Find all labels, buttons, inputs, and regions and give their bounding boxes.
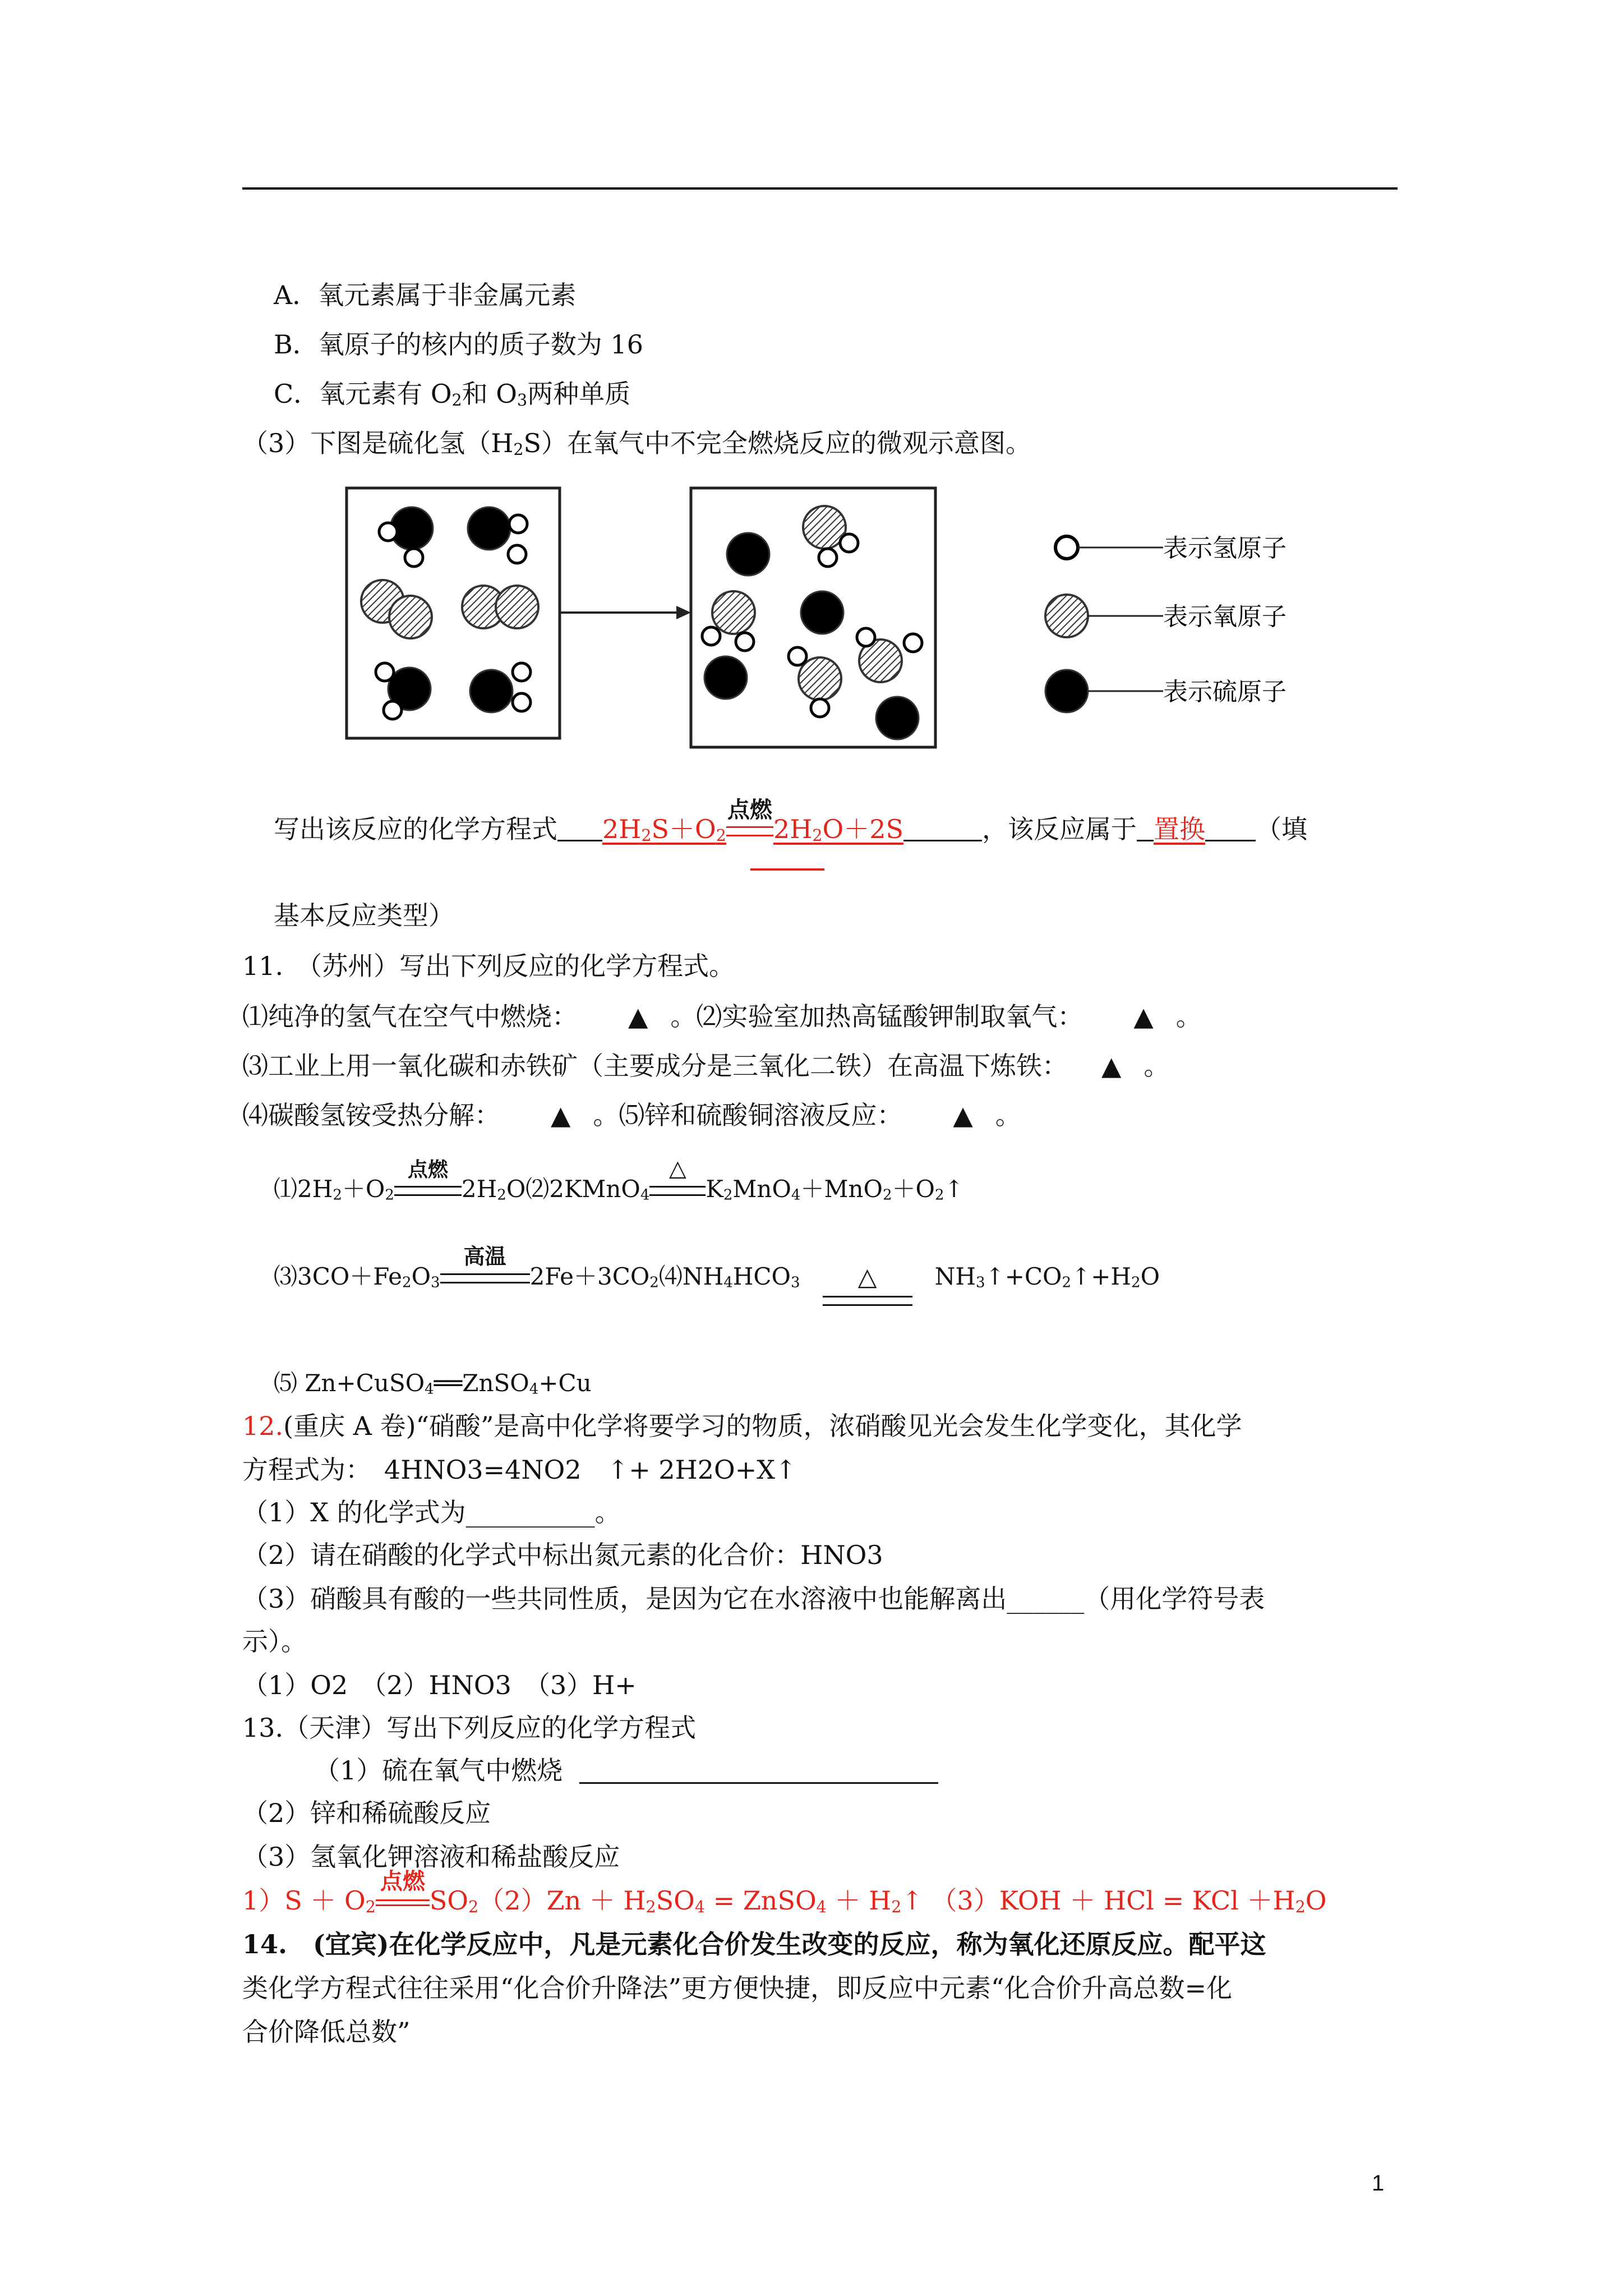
- reaction-diagram: [336, 482, 1290, 752]
- q12-title: 12.(重庆 A 卷)“硝酸”是高中化学将要学习的物质，浓硝酸见光会发生化学变化，其化学: [242, 1411, 1242, 1441]
- q11-line1: ⑴纯净的氢气在空气中燃烧： ▲ 。⑵实验室加热高锰酸钾制取氧气： ▲ 。: [242, 1001, 1202, 1032]
- svg-text:表示氢原子: 表示氢原子: [1163, 534, 1287, 563]
- q10-part3: （3）下图是硫化氢$(H_2S)$在氧气中不完全燃烧反应的微观示意图。: [242, 428, 1032, 459]
- o2-molecule: [462, 586, 538, 628]
- svg-text:表示硫原子: 表示硫原子: [1163, 678, 1287, 706]
- header-rule: [242, 187, 1398, 190]
- q12-part3: （3）硝酸具有酸的一些共同性质，是因为它在水溶液中也能解离出______（用化学符号表: [242, 1584, 1265, 1614]
- q13-title: 13.（天津）写出下列反应的化学方程式: [242, 1713, 697, 1743]
- condition-ignite: 点燃: [726, 815, 773, 844]
- q13-part2: （2）锌和稀硫酸反应: [242, 1798, 491, 1828]
- q12-part2: （2）请在硝酸的化学式中标出氮元素的化合价：HNO3: [242, 1540, 883, 1570]
- o2-molecule: [361, 580, 432, 638]
- legend-oxygen: [1045, 595, 1287, 637]
- q13-part3: （3）氢氧化钾溶液和稀盐酸反应: [242, 1842, 620, 1872]
- q12-answer: （1）O2 （2）HNO3 （3）H+: [242, 1670, 637, 1700]
- q11-answer1: $⑴2H_2+O_2$ 点燃 $2H_2O⑵2KMnO_4$ △ $K_2MnO_4+MnO_2+O_2↑$: [274, 1156, 964, 1204]
- q11-answer3: ⑸ Zn+CuSO$_4$══ZnSO$_4$+Cu: [274, 1369, 592, 1398]
- svg-text:表示氧原子: 表示氧原子: [1163, 602, 1287, 631]
- q11-line3: ⑷碳酸氢铵受热分解： ▲ 。⑸锌和硫酸铜溶液反应： ▲ 。: [242, 1100, 1021, 1130]
- page-number: 1: [1372, 2171, 1385, 2196]
- water-molecule: [857, 628, 922, 682]
- q14-line1: 14. (宜宾)在化学反应中，凡是元素化合价发生改变的反应，称为氧化还原反应。配平这: [242, 1929, 1266, 1959]
- water-molecule: [803, 506, 858, 567]
- water-molecule: [789, 647, 841, 717]
- legend-sulfur: [1045, 670, 1287, 712]
- option-a: A．氧元素属于非金属元素: [274, 280, 577, 310]
- q10-equation-line: 写出该反应的化学方程式 $2H_2S+O_2$ 点燃 $2H_2O+2S$ ，该反应属于 置换 （填: [274, 797, 1307, 845]
- q14-line3: 合价降低总数”: [242, 2017, 411, 2047]
- q11-answer2: $⑶3CO+Fe_2O_3$ 高温 $2Fe+3CO_2⑷NH_4HCO_3$ △ $NH_3↑+CO_2↑+H_2O$: [274, 1263, 1160, 1290]
- equation-answer: $2H_2S+O_2$: [602, 814, 726, 845]
- sulfur-atom: [727, 533, 769, 576]
- h2s-molecule: [379, 507, 433, 567]
- legend-hydrogen: [1055, 534, 1287, 563]
- option-c: C．氧元素有 $O_2$和 $O_3$两种单质: [274, 379, 631, 410]
- answer-underline: [750, 868, 824, 871]
- q14-line2: 类化学方程式往往采用“化合价升降法”更方便快捷，即反应中元素“化合价升高总数=化: [242, 1973, 1233, 2003]
- h2s-molecule: [470, 663, 531, 712]
- q12-part3-cont: 示）。: [242, 1626, 307, 1657]
- q10-line-end: 基本反应类型）: [274, 900, 454, 931]
- option-b: B．氧原子的核内的质子数为 16: [274, 329, 643, 360]
- q12-part1: （1）X 的化学式为__________。: [242, 1497, 621, 1527]
- h2s-molecule: [468, 507, 527, 563]
- q11-line2: ⑶工业上用一氧化碳和赤铁矿（主要成分是三氧化二铁）在高温下炼铁： ▲ 。: [242, 1051, 1170, 1081]
- reaction-type-answer: 置换: [1153, 814, 1205, 844]
- q11-title: 11. （苏州）写出下列反应的化学方程式。: [242, 951, 735, 981]
- arrow-head: [676, 606, 691, 619]
- q13-part1: （1）硫在氧气中燃烧: [314, 1756, 938, 1786]
- water-molecule: [702, 591, 755, 651]
- q13-answer: $1)S + O_2$ 点燃 $SO_2(2)Zn + H_2SO_4$ = ZnSO$_4$ ＋ $H_2↑$ （3）KOH ＋ HCl = KCl $+H_2O$: [242, 1868, 1327, 1917]
- q12-equation: 方程式为： 4HNO3=4NO2 ↑+ 2H2O+X↑: [242, 1455, 797, 1485]
- sulfur-atom: [801, 591, 843, 634]
- sulfur-atom: [704, 656, 747, 699]
- sulfur-atom: [876, 697, 919, 739]
- h2s-molecule: [376, 663, 431, 719]
